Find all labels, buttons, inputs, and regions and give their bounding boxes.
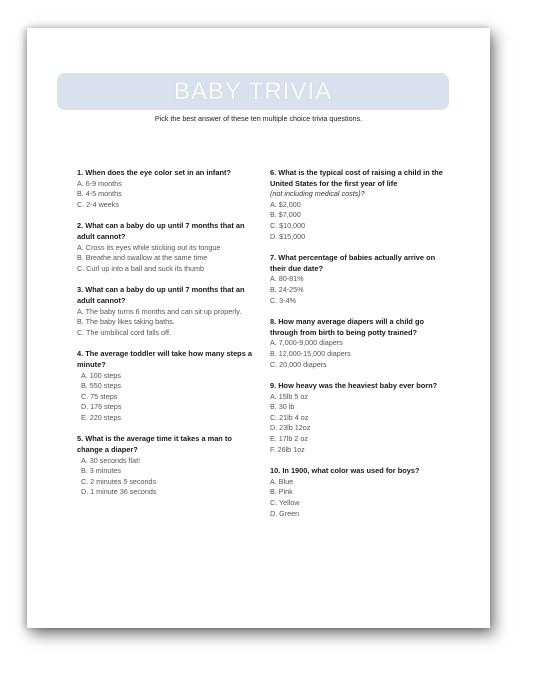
answer-option: B. 12,000-15,000 diapers bbox=[270, 348, 351, 358]
answer-option: E. 220 steps bbox=[81, 412, 121, 422]
answer-option: C. 3-4% bbox=[270, 295, 296, 305]
answer-option: A. 6-9 months bbox=[77, 178, 122, 188]
question-block bbox=[77, 285, 252, 338]
question-text: 4. The average toddler will take how many steps a minute? bbox=[77, 349, 252, 369]
answer-option: D. 23lb 12oz bbox=[270, 423, 311, 433]
question-text: 3. What can a baby do up until 7 months that an adult cannot? bbox=[77, 285, 245, 305]
answer-option: A. 80-81% bbox=[270, 274, 304, 284]
answer-option: B. 550 steps bbox=[81, 381, 121, 391]
answer-option: D. $15,000 bbox=[270, 231, 306, 241]
answer-option: C. 2-4 weeks bbox=[77, 199, 119, 209]
question-text: 2. What can a baby do up until 7 months that an adult cannot? bbox=[77, 221, 245, 241]
answer-option: D. Green bbox=[270, 508, 300, 518]
right-question-column bbox=[270, 168, 445, 530]
answer-option: A. The baby turns 6 months and can sit up properly. bbox=[77, 306, 242, 316]
answer-option: E. 17lb 2 oz bbox=[270, 434, 308, 444]
question-block bbox=[270, 253, 445, 306]
question-text: 6. What is the typical cost of raising a child in the United States for the first year of life bbox=[270, 168, 443, 188]
answer-option: A. $2,000 bbox=[270, 199, 301, 209]
instructions: Pick the best answer of these ten multiple choice trivia questions. bbox=[154, 114, 363, 123]
page-title: BABY TRIVIA bbox=[173, 77, 333, 105]
answer-option: F. 26lb 1oz bbox=[270, 444, 305, 454]
question-text: 10. In 1900, what color was used for boys? bbox=[270, 466, 420, 476]
question-text: 5. What is the average time it takes a man to change a diaper? bbox=[77, 434, 232, 455]
answer-option: D. 1 minute 36 seconds bbox=[81, 487, 157, 497]
answer-option: C. 21lb 4 oz bbox=[270, 412, 309, 422]
question-block bbox=[77, 168, 252, 210]
answer-option: B. 30 lb bbox=[270, 402, 295, 412]
answer-option: A. Blue bbox=[270, 476, 294, 486]
question-block bbox=[270, 317, 445, 370]
answer-option: C. Yellow bbox=[270, 498, 300, 508]
answer-option: B. 4-5 months bbox=[77, 189, 122, 199]
question-note: (not including medical costs)? bbox=[270, 189, 365, 199]
answer-option: B. 24-25% bbox=[270, 284, 304, 294]
question-text: 1. When does the eye color set in an infant? bbox=[77, 168, 231, 177]
left-question-column bbox=[77, 168, 252, 509]
question-block bbox=[270, 168, 445, 242]
question-block bbox=[77, 221, 252, 274]
answer-option: B. $7,000 bbox=[270, 210, 301, 220]
answer-option: C. 2 minutes 5 seconds bbox=[81, 476, 157, 486]
answer-option: A. 100 steps bbox=[81, 370, 121, 380]
answer-option: C. Curl up into a ball and suck its thumb bbox=[77, 263, 205, 273]
answer-option: C. 20,000 diapers bbox=[270, 359, 327, 369]
answer-option: A. 7,000-9,000 diapers bbox=[270, 338, 343, 348]
answer-option: C. $10,000 bbox=[270, 220, 306, 230]
answer-option: D. 176 steps bbox=[81, 402, 122, 412]
answer-option: B. 3 minutes bbox=[81, 466, 121, 476]
question-block bbox=[270, 466, 445, 519]
question-block bbox=[270, 381, 445, 455]
answer-option: B. The baby likes taking baths. bbox=[77, 317, 175, 327]
question-block bbox=[77, 434, 252, 498]
worksheet-page bbox=[27, 28, 490, 628]
answer-option: C. 75 steps bbox=[81, 391, 118, 401]
answer-option: A. 30 seconds flat! bbox=[81, 455, 141, 465]
answer-option: A. 15lb 5 oz bbox=[270, 391, 308, 401]
question-text: 9. How heavy was the heaviest baby ever born? bbox=[270, 381, 438, 391]
answer-option: B. Pink bbox=[270, 487, 293, 497]
question-text: 7. What percentage of babies actually arrive on their due date? bbox=[270, 253, 436, 273]
title-banner bbox=[57, 73, 449, 110]
question-block bbox=[77, 349, 252, 423]
answer-option: B. Breathe and swallow at the same time bbox=[77, 253, 208, 263]
answer-option: C. The umbilical cord falls off. bbox=[77, 327, 172, 337]
answer-option: A. Cross its eyes while sticking out its tongue bbox=[77, 242, 221, 252]
question-text: 8. How many average diapers will a child go through from birth to being potty trained? bbox=[270, 317, 425, 337]
